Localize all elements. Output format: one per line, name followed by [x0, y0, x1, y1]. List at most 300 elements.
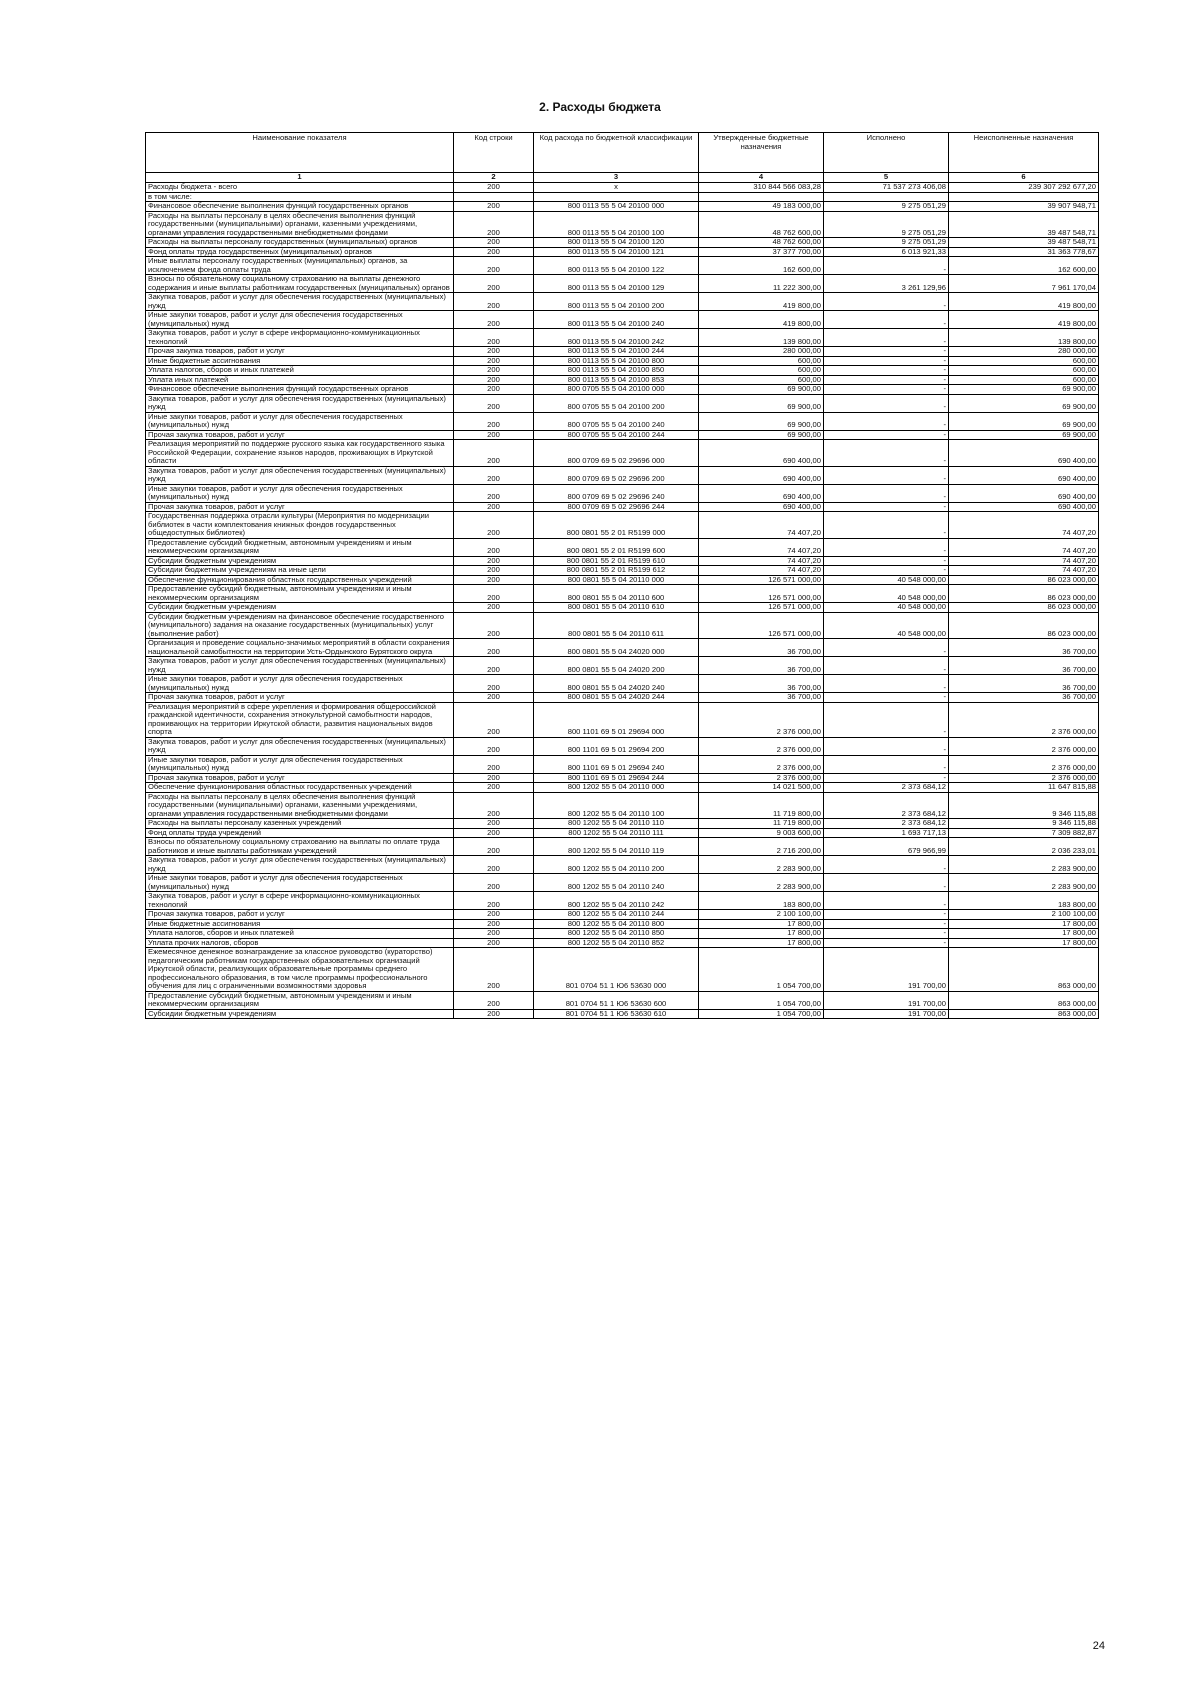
row-code: 200 [454, 556, 534, 566]
table-row [146, 538, 1099, 556]
table-row [146, 329, 1099, 347]
row-approved: 37 377 700,00 [699, 247, 824, 257]
row-budget-code: 800 1101 69 5 01 29694 240 [534, 755, 699, 773]
table-row [146, 502, 1099, 512]
row-name: Субсидии бюджетным учреждениям на иные цели [146, 566, 454, 576]
row-name: Закупка товаров, работ и услуг для обеспечения государственных (муниципальных) нужд [146, 466, 454, 484]
row-code: 200 [454, 948, 534, 992]
row-budget-code: 800 0113 55 5 04 20100 200 [534, 293, 699, 311]
row-executed: - [824, 556, 949, 566]
row-executed: - [824, 856, 949, 874]
row-executed: 191 700,00 [824, 948, 949, 992]
row-executed: - [824, 440, 949, 467]
row-budget-code: 800 0801 55 5 04 24020 200 [534, 657, 699, 675]
row-remaining: 36 700,00 [949, 639, 1099, 657]
row-budget-code: 800 0801 55 5 04 24020 000 [534, 639, 699, 657]
column-number: 5 [824, 173, 949, 183]
row-approved: 2 376 000,00 [699, 755, 824, 773]
row-executed: - [824, 484, 949, 502]
row-executed: - [824, 773, 949, 783]
row-approved: 69 900,00 [699, 394, 824, 412]
table-row [146, 737, 1099, 755]
row-name: в том числе: [146, 192, 454, 202]
row-budget-code: 801 0704 51 1 Ю6 53630 600 [534, 991, 699, 1009]
table-row [146, 948, 1099, 992]
row-name: Закупка товаров, работ и услуг для обеспечения государственных (муниципальных) нужд [146, 657, 454, 675]
table-row [146, 375, 1099, 385]
row-name: Закупка товаров, работ и услуг в сфере информационно-коммуникационных технологий [146, 892, 454, 910]
row-approved: 36 700,00 [699, 657, 824, 675]
row-code: 200 [454, 657, 534, 675]
table-row [146, 211, 1099, 238]
row-code: 200 [454, 293, 534, 311]
row-executed: - [824, 938, 949, 948]
row-name: Расходы на выплаты персоналу государственных (муниципальных) органов [146, 238, 454, 248]
row-budget-code: 800 1202 55 5 04 20110 110 [534, 819, 699, 829]
row-name: Обеспечение функционирования областных государственных учреждений [146, 575, 454, 585]
row-name: Закупка товаров, работ и услуг в сфере информационно-коммуникационных технологий [146, 329, 454, 347]
row-executed: 40 548 000,00 [824, 612, 949, 639]
expenses-table [145, 132, 1099, 1019]
row-code: 200 [454, 202, 534, 212]
row-remaining: 162 600,00 [949, 257, 1099, 275]
row-executed: - [824, 375, 949, 385]
row-name: Взносы по обязательному социальному страхованию на выплаты по оплате труда работников и иные выплаты работникам учреждений [146, 838, 454, 856]
row-remaining: 69 900,00 [949, 430, 1099, 440]
row-approved: 600,00 [699, 366, 824, 376]
row-executed: 9 275 051,29 [824, 211, 949, 238]
row-code: 200 [454, 430, 534, 440]
row-name: Прочая закупка товаров, работ и услуг [146, 693, 454, 703]
row-executed: - [824, 919, 949, 929]
row-remaining: 2 376 000,00 [949, 773, 1099, 783]
row-remaining: 86 023 000,00 [949, 575, 1099, 585]
row-approved: 2 100 100,00 [699, 910, 824, 920]
row-remaining: 74 407,20 [949, 538, 1099, 556]
row-executed: - [824, 329, 949, 347]
row-executed: 71 537 273 406,08 [824, 183, 949, 193]
row-name: Расходы бюджета - всего [146, 183, 454, 193]
row-approved: 74 407,20 [699, 556, 824, 566]
row-name: Закупка товаров, работ и услуг для обеспечения государственных (муниципальных) нужд [146, 394, 454, 412]
table-row [146, 639, 1099, 657]
row-approved: 419 800,00 [699, 311, 824, 329]
table-row [146, 430, 1099, 440]
row-name: Иные закупки товаров, работ и услуг для обеспечения государственных (муниципальных) нужд [146, 874, 454, 892]
row-name: Субсидии бюджетным учреждениям [146, 556, 454, 566]
row-approved: 14 021 500,00 [699, 783, 824, 793]
row-name: Закупка товаров, работ и услуг для обеспечения государственных (муниципальных) нужд [146, 293, 454, 311]
row-budget-code: 800 0709 69 5 02 29696 240 [534, 484, 699, 502]
row-code: 200 [454, 874, 534, 892]
table-row [146, 311, 1099, 329]
table-row [146, 702, 1099, 737]
row-executed: - [824, 538, 949, 556]
row-name: Прочая закупка товаров, работ и услуг [146, 502, 454, 512]
row-executed: 3 261 129,96 [824, 275, 949, 293]
row-executed: - [824, 466, 949, 484]
row-executed: - [824, 311, 949, 329]
row-budget-code: 800 0113 55 5 04 20100 240 [534, 311, 699, 329]
table-row [146, 819, 1099, 829]
row-budget-code: 800 0113 55 5 04 20100 800 [534, 356, 699, 366]
row-remaining: 39 487 548,71 [949, 211, 1099, 238]
row-remaining: 419 800,00 [949, 293, 1099, 311]
row-executed: - [824, 356, 949, 366]
row-budget-code: 800 0113 55 5 04 20100 853 [534, 375, 699, 385]
row-code: 200 [454, 502, 534, 512]
row-name: Иные закупки товаров, работ и услуг для обеспечения государственных (муниципальных) нужд [146, 484, 454, 502]
row-budget-code: 800 1202 55 5 04 20110 850 [534, 929, 699, 939]
table-row [146, 575, 1099, 585]
row-approved: 126 571 000,00 [699, 575, 824, 585]
row-name: Расходы на выплаты персоналу в целях обеспечения выполнения функций государственными (муниципальными) органами, казенными учреждениями, органами управления государственными внебюджетными фондами [146, 792, 454, 819]
row-approved: 36 700,00 [699, 693, 824, 703]
row-code: 200 [454, 275, 534, 293]
row-name: Реализация мероприятий по поддержке русского языка как государственного языка Российской Федерации, сохранение языков народов, проживающих в Иркутской области [146, 440, 454, 467]
row-remaining: 600,00 [949, 375, 1099, 385]
row-executed: - [824, 639, 949, 657]
table-row [146, 603, 1099, 613]
row-approved: 2 376 000,00 [699, 773, 824, 783]
table-row [146, 466, 1099, 484]
row-remaining: 39 487 548,71 [949, 238, 1099, 248]
row-approved: 1 054 700,00 [699, 948, 824, 992]
row-budget-code: 800 1202 55 5 04 20110 852 [534, 938, 699, 948]
row-budget-code: 800 0801 55 2 01 R5199 610 [534, 556, 699, 566]
row-executed: 2 373 684,12 [824, 819, 949, 829]
row-executed: - [824, 347, 949, 357]
row-remaining: 74 407,20 [949, 556, 1099, 566]
row-budget-code: 800 1202 55 5 04 20110 800 [534, 919, 699, 929]
row-budget-code: 800 0113 55 5 04 20100 122 [534, 257, 699, 275]
row-remaining: 2 283 900,00 [949, 874, 1099, 892]
row-code: 200 [454, 440, 534, 467]
row-approved: 419 800,00 [699, 293, 824, 311]
header-approved: Утвержденные бюджетные назначения [699, 133, 824, 173]
row-name: Финансовое обеспечение выполнения функций государственных органов [146, 202, 454, 212]
row-budget-code: 800 0113 55 5 04 20100 121 [534, 247, 699, 257]
row-name: Прочая закупка товаров, работ и услуг [146, 773, 454, 783]
table-body [146, 183, 1099, 1019]
row-name: Обеспечение функционирования областных государственных учреждений [146, 783, 454, 793]
row-approved: 126 571 000,00 [699, 585, 824, 603]
row-budget-code: 800 1101 69 5 01 29694 200 [534, 737, 699, 755]
row-code: 200 [454, 311, 534, 329]
row-name: Организация и проведение социально-значимых мероприятий в области сохранения национальной самобытности на территории Усть-Ордынского Бурятского округа [146, 639, 454, 657]
row-budget-code: 800 1202 55 5 04 20110 111 [534, 828, 699, 838]
row-executed: 1 693 717,13 [824, 828, 949, 838]
row-budget-code [534, 192, 699, 202]
row-executed: - [824, 702, 949, 737]
table-row [146, 856, 1099, 874]
row-remaining: 2 100 100,00 [949, 910, 1099, 920]
row-code: 200 [454, 693, 534, 703]
table-row [146, 938, 1099, 948]
row-name: Государственная поддержка отрасли культуры (Мероприятия по модернизации библиотек в части комплектования книжных фондов государственных общедоступных библиотек) [146, 512, 454, 539]
row-remaining: 690 400,00 [949, 502, 1099, 512]
row-code: 200 [454, 702, 534, 737]
row-remaining: 863 000,00 [949, 948, 1099, 992]
row-remaining: 280 000,00 [949, 347, 1099, 357]
row-approved: 17 800,00 [699, 929, 824, 939]
row-remaining: 2 283 900,00 [949, 856, 1099, 874]
column-number: 1 [146, 173, 454, 183]
row-remaining: 86 023 000,00 [949, 612, 1099, 639]
row-name: Уплата налогов, сборов и иных платежей [146, 366, 454, 376]
row-budget-code: 800 0113 55 5 04 20100 100 [534, 211, 699, 238]
table-row [146, 1009, 1099, 1019]
row-remaining: 863 000,00 [949, 991, 1099, 1009]
row-remaining: 600,00 [949, 356, 1099, 366]
table-row [146, 183, 1099, 193]
row-name: Реализация мероприятий в сфере укрепления и формирования общероссийской гражданской идентичности, сохранения этнокультурной самобытности народов, проживающих на территории Иркутской области, развития национальных видов спорта [146, 702, 454, 737]
row-name: Уплата налогов, сборов и иных платежей [146, 929, 454, 939]
row-code: 200 [454, 538, 534, 556]
row-code: 200 [454, 838, 534, 856]
row-remaining: 2 376 000,00 [949, 755, 1099, 773]
row-budget-code: 800 0113 55 5 04 20100 120 [534, 238, 699, 248]
table-row [146, 892, 1099, 910]
row-code: 200 [454, 183, 534, 193]
row-approved: 2 376 000,00 [699, 737, 824, 755]
row-executed: 9 275 051,29 [824, 238, 949, 248]
row-code: 200 [454, 394, 534, 412]
row-code: 200 [454, 366, 534, 376]
column-number: 2 [454, 173, 534, 183]
row-remaining: 690 400,00 [949, 466, 1099, 484]
row-name: Фонд оплаты труда государственных (муниципальных) органов [146, 247, 454, 257]
row-executed: - [824, 512, 949, 539]
row-executed: 2 373 684,12 [824, 783, 949, 793]
row-remaining: 39 907 948,71 [949, 202, 1099, 212]
row-approved: 2 283 900,00 [699, 874, 824, 892]
row-budget-code: x [534, 183, 699, 193]
row-remaining: 239 307 292 677,20 [949, 183, 1099, 193]
row-budget-code: 800 1202 55 5 04 20110 242 [534, 892, 699, 910]
row-approved: 69 900,00 [699, 412, 824, 430]
row-name: Предоставление субсидий бюджетным, автономным учреждениям и иным некоммерческим организациям [146, 538, 454, 556]
row-approved: 11 719 800,00 [699, 819, 824, 829]
row-executed: - [824, 502, 949, 512]
table-row [146, 366, 1099, 376]
row-budget-code: 800 1202 55 5 04 20110 244 [534, 910, 699, 920]
row-name: Закупка товаров, работ и услуг для обеспечения государственных (муниципальных) нужд [146, 856, 454, 874]
table-row [146, 356, 1099, 366]
row-approved: 183 800,00 [699, 892, 824, 910]
table-row [146, 773, 1099, 783]
row-code: 200 [454, 892, 534, 910]
row-code: 200 [454, 755, 534, 773]
row-approved: 2 283 900,00 [699, 856, 824, 874]
row-executed: - [824, 675, 949, 693]
row-budget-code: 800 1101 69 5 01 29694 244 [534, 773, 699, 783]
row-budget-code: 800 0801 55 5 04 24020 244 [534, 693, 699, 703]
row-name: Прочая закупка товаров, работ и услуг [146, 910, 454, 920]
header-row-code: Код строки [454, 133, 534, 173]
row-budget-code: 800 0801 55 5 04 20110 000 [534, 575, 699, 585]
row-executed: 40 548 000,00 [824, 575, 949, 585]
table-row [146, 929, 1099, 939]
table-row [146, 247, 1099, 257]
row-code: 200 [454, 566, 534, 576]
row-approved: 74 407,20 [699, 538, 824, 556]
row-remaining: 2 376 000,00 [949, 702, 1099, 737]
row-name: Иные закупки товаров, работ и услуг для обеспечения государственных (муниципальных) нужд [146, 675, 454, 693]
row-code: 200 [454, 329, 534, 347]
row-executed: 40 548 000,00 [824, 585, 949, 603]
row-approved: 600,00 [699, 356, 824, 366]
row-budget-code: 800 0113 55 5 04 20100 850 [534, 366, 699, 376]
row-executed: - [824, 394, 949, 412]
row-budget-code: 800 0113 55 5 04 20100 129 [534, 275, 699, 293]
table-row [146, 347, 1099, 357]
row-executed: 9 275 051,29 [824, 202, 949, 212]
row-budget-code: 800 0801 55 2 01 R5199 612 [534, 566, 699, 576]
row-budget-code: 800 0801 55 2 01 R5199 600 [534, 538, 699, 556]
row-executed: - [824, 430, 949, 440]
row-budget-code: 800 0801 55 5 04 20110 600 [534, 585, 699, 603]
table-row [146, 202, 1099, 212]
row-budget-code: 800 0801 55 2 01 R5199 000 [534, 512, 699, 539]
row-name: Субсидии бюджетным учреждениям на финансовое обеспечение государственного (муниципального) задания на оказание государственных (муниципальных) услуг (выполнение работ) [146, 612, 454, 639]
row-budget-code: 800 0709 69 5 02 29696 244 [534, 502, 699, 512]
row-executed: - [824, 755, 949, 773]
row-code: 200 [454, 412, 534, 430]
row-name: Иные выплаты персоналу государственных (муниципальных) органов, за исключением фонда оплаты труда [146, 257, 454, 275]
row-remaining: 600,00 [949, 366, 1099, 376]
row-code: 200 [454, 828, 534, 838]
table-row [146, 293, 1099, 311]
row-remaining: 419 800,00 [949, 311, 1099, 329]
row-budget-code: 800 0113 55 5 04 20100 244 [534, 347, 699, 357]
table-row [146, 192, 1099, 202]
row-code: 200 [454, 783, 534, 793]
table-row [146, 828, 1099, 838]
row-code: 200 [454, 356, 534, 366]
row-approved: 126 571 000,00 [699, 603, 824, 613]
row-budget-code: 800 0705 55 5 04 20100 244 [534, 430, 699, 440]
row-budget-code: 800 0801 55 5 04 20110 611 [534, 612, 699, 639]
row-executed: 2 373 684,12 [824, 792, 949, 819]
row-budget-code: 800 0801 55 5 04 20110 610 [534, 603, 699, 613]
row-remaining: 9 346 115,88 [949, 792, 1099, 819]
row-name: Предоставление субсидий бюджетным, автономным учреждениям и иным некоммерческим организациям [146, 991, 454, 1009]
table-row [146, 838, 1099, 856]
row-remaining: 74 407,20 [949, 566, 1099, 576]
row-executed: - [824, 737, 949, 755]
row-code: 200 [454, 347, 534, 357]
row-approved: 1 054 700,00 [699, 1009, 824, 1019]
column-number: 6 [949, 173, 1099, 183]
table-row [146, 919, 1099, 929]
row-budget-code: 800 1202 55 5 04 20110 000 [534, 783, 699, 793]
row-code: 200 [454, 238, 534, 248]
row-approved: 310 844 566 083,28 [699, 183, 824, 193]
row-approved: 36 700,00 [699, 675, 824, 693]
row-budget-code: 800 0705 55 5 04 20100 000 [534, 385, 699, 395]
row-name: Субсидии бюджетным учреждениям [146, 603, 454, 613]
row-approved [699, 192, 824, 202]
row-code: 200 [454, 385, 534, 395]
row-code: 200 [454, 910, 534, 920]
row-code: 200 [454, 819, 534, 829]
row-remaining: 31 363 778,67 [949, 247, 1099, 257]
row-budget-code: 801 0704 51 1 Ю6 53630 000 [534, 948, 699, 992]
table-row [146, 874, 1099, 892]
row-name: Расходы на выплаты персоналу казенных учреждений [146, 819, 454, 829]
row-name: Уплата иных платежей [146, 375, 454, 385]
row-budget-code: 800 0709 69 5 02 29696 200 [534, 466, 699, 484]
row-approved: 48 762 600,00 [699, 238, 824, 248]
row-executed: - [824, 874, 949, 892]
column-number: 3 [534, 173, 699, 183]
row-code: 200 [454, 575, 534, 585]
header-name: Наименование показателя [146, 133, 454, 173]
row-remaining: 139 800,00 [949, 329, 1099, 347]
row-executed: 6 013 921,33 [824, 247, 949, 257]
row-code: 200 [454, 603, 534, 613]
row-name: Ежемесячное денежное вознаграждение за классное руководство (кураторство) педагогическим работникам государственных образовательных организаций Иркутской области, реализующих образовательные программы среднего профессионального образования, в том числе программы профессионального обучения для лиц с ограниченными возможностями здоровья [146, 948, 454, 992]
row-name: Иные бюджетные ассигнования [146, 919, 454, 929]
row-code: 200 [454, 919, 534, 929]
row-remaining: 69 900,00 [949, 394, 1099, 412]
row-approved: 139 800,00 [699, 329, 824, 347]
row-executed: - [824, 657, 949, 675]
row-code: 200 [454, 585, 534, 603]
row-executed: - [824, 910, 949, 920]
row-executed [824, 192, 949, 202]
table-row [146, 783, 1099, 793]
row-approved: 690 400,00 [699, 466, 824, 484]
row-remaining: 2 036 233,01 [949, 838, 1099, 856]
table-row [146, 566, 1099, 576]
row-name: Иные закупки товаров, работ и услуг для обеспечения государственных (муниципальных) нужд [146, 412, 454, 430]
row-remaining: 7 961 170,04 [949, 275, 1099, 293]
table-row [146, 675, 1099, 693]
table-row [146, 257, 1099, 275]
row-name: Взносы по обязательному социальному страхованию на выплаты денежного содержания и иные выплаты работникам государственных (муниципальных) органов [146, 275, 454, 293]
row-remaining: 9 346 115,88 [949, 819, 1099, 829]
row-code: 200 [454, 991, 534, 1009]
row-approved: 49 183 000,00 [699, 202, 824, 212]
row-executed: - [824, 566, 949, 576]
row-remaining: 2 376 000,00 [949, 737, 1099, 755]
row-name: Расходы на выплаты персоналу в целях обеспечения выполнения функций государственными (муниципальными) органами, казенными учреждениями, органами управления государственными внебюджетными фондами [146, 211, 454, 238]
row-approved: 126 571 000,00 [699, 612, 824, 639]
row-remaining: 74 407,20 [949, 512, 1099, 539]
row-code: 200 [454, 612, 534, 639]
row-budget-code: 801 0704 51 1 Ю6 53630 610 [534, 1009, 699, 1019]
row-approved: 9 003 600,00 [699, 828, 824, 838]
page-title: 2. Расходы бюджета [539, 100, 661, 114]
row-approved: 690 400,00 [699, 484, 824, 502]
row-budget-code: 800 1202 55 5 04 20110 100 [534, 792, 699, 819]
row-approved: 11 719 800,00 [699, 792, 824, 819]
table-row [146, 910, 1099, 920]
table-row [146, 275, 1099, 293]
row-budget-code: 800 1101 69 5 01 29694 000 [534, 702, 699, 737]
row-approved: 69 900,00 [699, 430, 824, 440]
row-executed: - [824, 257, 949, 275]
row-executed: - [824, 366, 949, 376]
row-approved: 48 762 600,00 [699, 211, 824, 238]
row-remaining: 86 023 000,00 [949, 603, 1099, 613]
header-executed: Исполнено [824, 133, 949, 173]
row-name: Иные закупки товаров, работ и услуг для обеспечения государственных (муниципальных) нужд [146, 755, 454, 773]
row-remaining: 17 800,00 [949, 919, 1099, 929]
row-budget-code: 800 0113 55 5 04 20100 242 [534, 329, 699, 347]
